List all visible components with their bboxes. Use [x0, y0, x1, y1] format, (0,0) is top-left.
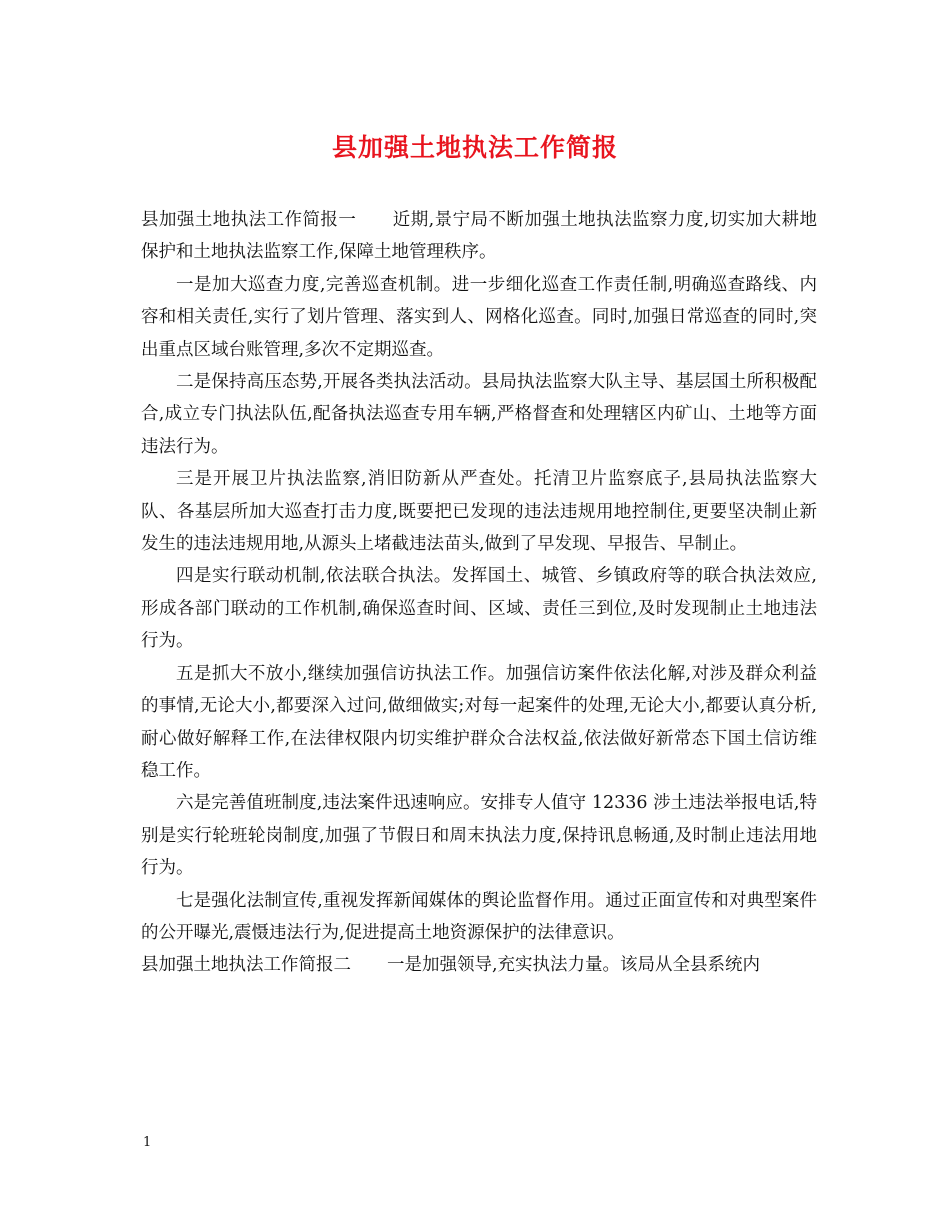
- document-title: 县加强土地执法工作简报: [331, 133, 618, 162]
- paragraph-text-1: 近期,景宁局不断加强土地执法监察力度,切实加大耕地保护和土地执法监察工作,保障土地管理秩序。: [141, 210, 818, 263]
- paragraph-3: 二是保持高压态势,开展各类执法活动。县局执法监察大队主导、基层国土所积极配合,成立专门执法队伍,配备执法巡查专用车辆,严格督查和处理辖区内矿山、土地等方面违法行为。: [141, 372, 817, 457]
- paragraph-4: 三是开展卫片执法监察,消旧防新从严查处。托清卫片监察底子,县局执法监察大队、各基层所加大巡查打击力度,既要把已发现的违法违规用地控制住,更要坚决制止新发生的违法违规用地,从源头上堵截违法苗头,做到了早发现、早报告、早制止。: [141, 469, 817, 555]
- section-heading-paragraph-1: [141, 204, 817, 269]
- paragraph-6: 五是抓大不放小,继续加强信访执法工作。加强信访案件依法化解,对涉及群众利益的事情,无论大小,都要深入过问,做细做实;对每一起案件的处理,无论大小,都要认真分析,耐心做好解释工作,在法律权限内切实维护群众合法权益,依法做好新常态下国土信访维稳工作。: [141, 663, 817, 781]
- paragraph-5: 四是实行联动机制,依法联合执法。发挥国土、城管、乡镇政府等的联合执法效应,形成各部门联动的工作机制,确保巡查时间、区域、责任三到位,及时发现制止土地违法行为。: [141, 566, 817, 652]
- section-lead-2: 县加强土地执法工作简报二: [141, 955, 351, 976]
- paragraph-text-9: 一是加强领导,充实执法力量。该局从全县系统内: [387, 955, 761, 976]
- paragraph-2: 一是加大巡查力度,完善巡查机制。进一步细化巡查工作责任制,明确巡查路线、内容和相关责任,实行了划片管理、落实到人、网格化巡查。同时,加强日常巡查的同时,突出重点区域台账管理,多次不定期巡查。: [141, 274, 817, 360]
- paragraph-7: 六是完善值班制度,违法案件迅速响应。安排专人值守 12336 涉土违法举报电话,特别是实行轮班轮岗制度,加强了节假日和周末执法力度,保持讯息畅通,及时制止违法用地行为。: [141, 793, 817, 879]
- section-lead-1: 县加强土地执法工作简报一: [141, 210, 357, 230]
- section-heading-paragraph-2: [141, 949, 817, 981]
- page-number: 1: [143, 1135, 152, 1150]
- document-body: [141, 204, 817, 982]
- paragraph-8: 七是强化法制宣传,重视发挥新闻媒体的舆论监督作用。通过正面宣传和对典型案件的公开曝光,震慑违法行为,促进提高土地资源保护的法律意识。: [141, 890, 817, 943]
